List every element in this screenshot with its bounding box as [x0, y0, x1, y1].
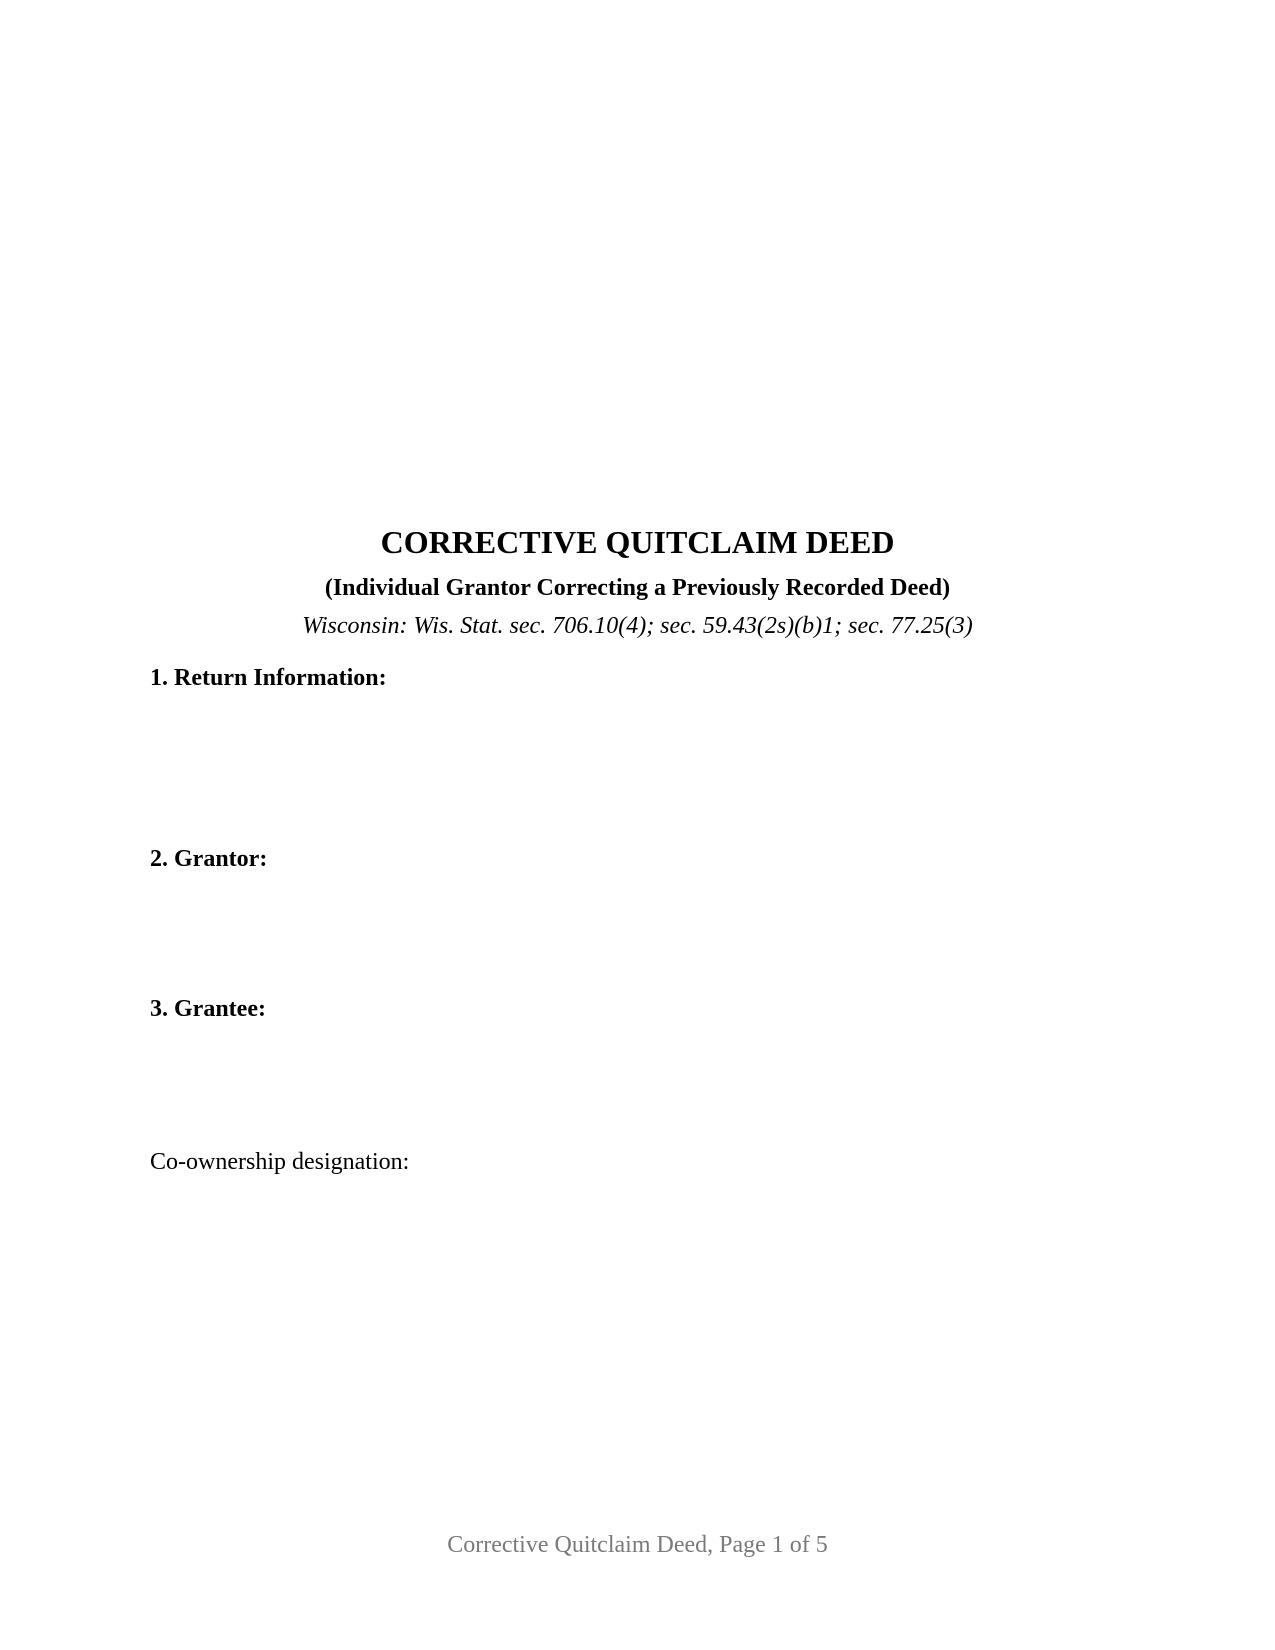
- section-grantor: 2. Grantor:: [150, 846, 268, 872]
- document-subtitle: (Individual Grantor Correcting a Previously Recorded Deed): [324, 575, 951, 601]
- section-grantee: 3. Grantee:: [150, 996, 266, 1022]
- section-return-information: 1. Return Information:: [150, 665, 387, 691]
- page-footer: Corrective Quitclaim Deed, Page 1 of 5: [447, 1532, 828, 1558]
- document-title: CORRECTIVE QUITCLAIM DEED: [380, 524, 895, 560]
- coownership-designation-label: Co-ownership designation:: [150, 1149, 410, 1175]
- statute-citation: Wisconsin: Wis. Stat. sec. 706.10(4); sec. 59.43(2s)(b)1; sec. 77.25(3): [302, 613, 973, 639]
